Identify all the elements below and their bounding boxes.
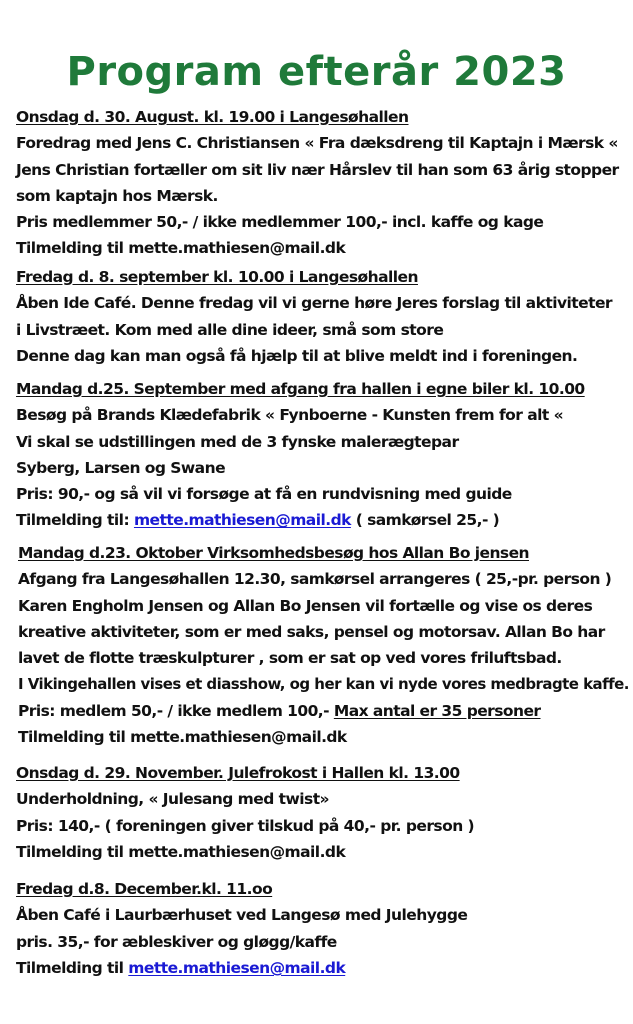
signup-label: Tilmelding til:	[16, 511, 134, 530]
event-text: lavet de flotte træskulpturer , som er sat op ved vores friluftsbad.	[18, 649, 562, 668]
event-signup: Tilmelding til mette.mathiesen@mail.dk	[16, 239, 346, 258]
event-signup: Tilmelding til mette.mathiesen@mail.dk	[18, 728, 347, 747]
event-heading: Mandag d.23. Oktober Virksomhedsbesøg hos Allan Bo jensen	[18, 544, 529, 562]
event-text: kreative aktiviteter, som er med saks, pensel og motorsav. Allan Bo har	[18, 622, 605, 641]
event-price	[18, 698, 629, 724]
event-text: Åben Café i Laurbærhuset ved Langesø med Julehygge	[16, 906, 468, 925]
signup-label: Tilmelding til	[16, 958, 129, 977]
event-text: Karen Engholm Jensen og Allan Bo Jensen vil fortælle og vise os deres	[18, 596, 593, 615]
event-price: Pris: 140,- ( foreningen giver tilskud på 40,- pr. person )	[16, 816, 475, 835]
event-heading: Fredag d. 8. september kl. 10.00 i Langesøhallen	[16, 268, 418, 286]
event-2	[16, 264, 628, 369]
email-link[interactable]: mette.mathiesen@mail.dk	[133, 511, 351, 530]
event-text: Åben Ide Café. Denne fredag vil vi gerne høre Jeres forslag til aktiviteter	[16, 294, 613, 313]
event-price: Pris medlemmer 50,- / ikke medlemmer 100,- incl. kaffe og kage	[16, 213, 544, 232]
event-text: Vi skal se udstillingen med de 3 fynske malerægtepar	[16, 432, 459, 451]
event-text: Underholdning, « Julesang med twist»	[16, 790, 330, 809]
event-text: i Livstræet. Kom med alle dine ideer, små som store	[16, 320, 444, 339]
page-title: Program efterår 2023	[66, 49, 567, 95]
event-signup	[16, 507, 628, 533]
event-text: I Vikingehallen vises et diasshow, og her kan vi nyde vores medbragte kaffe.	[18, 675, 629, 694]
event-1	[16, 104, 628, 262]
event-4	[18, 540, 630, 750]
event-text: Foredrag med Jens C. Christiansen « Fra dæksdreng til Kaptajn i Mærsk «	[16, 134, 618, 153]
event-heading: Mandag d.25. September med afgang fra hallen i egne biler kl. 10.00	[16, 380, 585, 398]
event-text: Jens Christian fortæller om sit liv nær Hårslev til han som 63 årig stopper	[16, 160, 619, 179]
event-text: Denne dag kan man også få hjælp til at blive meldt ind i foreningen.	[16, 346, 578, 365]
event-5	[16, 760, 628, 865]
event-signup: Tilmelding til mette.mathiesen@mail.dk	[16, 842, 346, 861]
event-signup	[16, 955, 628, 981]
event-6	[16, 876, 628, 981]
event-text: Besøg på Brands Klædefabrik « Fynboerne - Kunsten frem for alt «	[16, 406, 564, 425]
capacity-note: Max antal er 35 personer	[333, 701, 541, 720]
event-text: Syberg, Larsen og Swane	[16, 458, 226, 477]
event-price: pris. 35,- for æbleskiver og gløgg/kaffe	[16, 932, 337, 951]
event-price: Pris: 90,- og så vil vi forsøge at få en rundvisning med guide	[16, 485, 512, 504]
event-heading: Onsdag d. 30. August. kl. 19.00 i Langesøhallen	[16, 108, 409, 126]
event-heading: Onsdag d. 29. November. Julefrokost i Hallen kl. 13.00	[16, 764, 460, 782]
email-link[interactable]: mette.mathiesen@mail.dk	[128, 958, 346, 977]
carpool-note: ( samkørsel 25,- )	[350, 511, 500, 530]
event-text: Afgang fra Langesøhallen 12.30, samkørsel arrangeres ( 25,-pr. person )	[18, 570, 612, 589]
event-text: som kaptajn hos Mærsk.	[16, 186, 218, 205]
event-3	[16, 376, 628, 534]
event-heading: Fredag d.8. December.kl. 11.oo	[16, 880, 273, 898]
price-text: Pris: medlem 50,- / ikke medlem 100,-	[18, 701, 334, 720]
